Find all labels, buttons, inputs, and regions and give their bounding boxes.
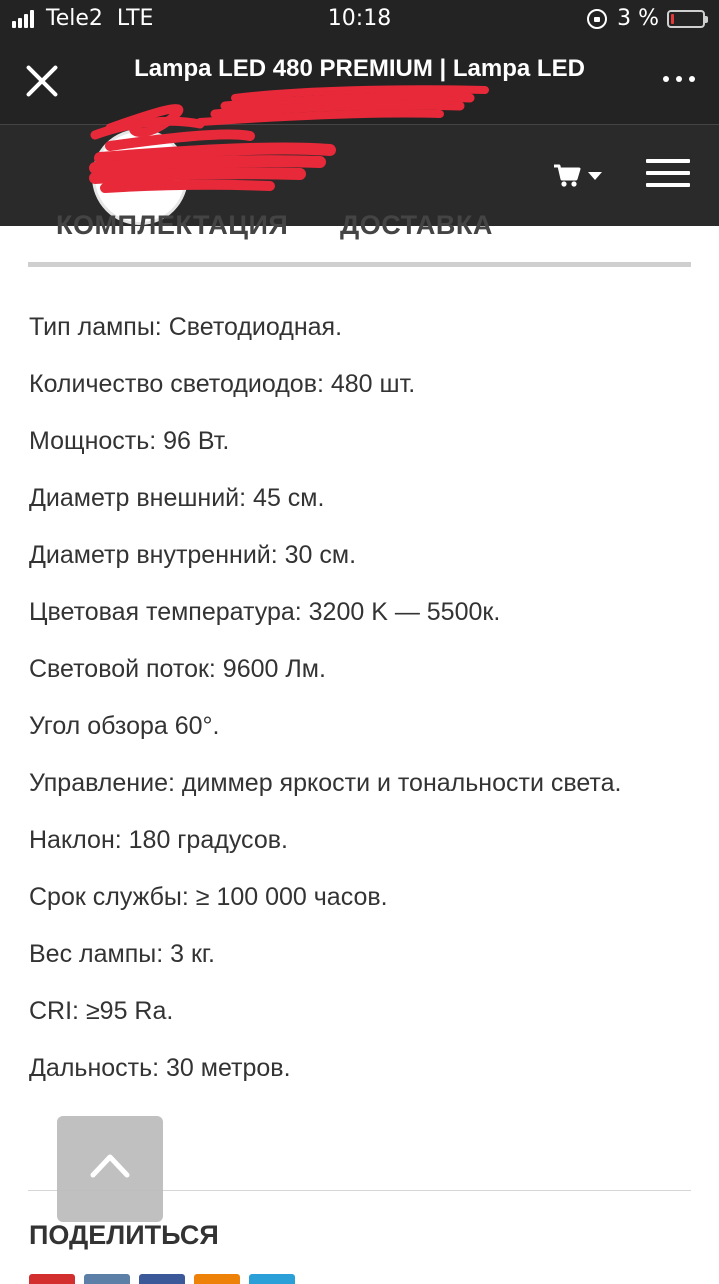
tab-equipment[interactable]: КОМПЛЕКТАЦИЯ — [56, 210, 289, 240]
scroll-to-top-button[interactable] — [57, 1116, 163, 1222]
status-time: 10:18 — [327, 6, 392, 31]
orientation-lock-icon — [587, 9, 607, 29]
hamburger-menu-button[interactable] — [646, 159, 690, 187]
spec-item: CRI: ≥95 Ra. — [29, 997, 174, 1025]
cart-button[interactable] — [553, 163, 603, 189]
page-title: Lampa LED 480 PREMIUM | Lampa LED — [134, 55, 585, 82]
spec-item: Наклон: 180 градусов. — [29, 826, 288, 854]
battery-icon — [667, 10, 705, 28]
vk-share-icon[interactable] — [84, 1274, 130, 1284]
facebook-share-icon[interactable] — [139, 1274, 185, 1284]
spec-item: Световой поток: 9600 Лм. — [29, 655, 326, 683]
spec-item: Тип лампы: Светодиодная. — [29, 313, 343, 341]
tabs-underline — [28, 262, 691, 267]
spec-item: Цветовая температура: 3200 K — 5500к. — [29, 598, 501, 626]
tabs-strip — [0, 210, 719, 266]
twitter-share-icon[interactable] — [249, 1274, 295, 1284]
spec-item: Диаметр внутренний: 30 см. — [29, 541, 357, 569]
spec-item: Количество светодиодов: 480 шт. — [29, 370, 416, 398]
status-bar — [0, 0, 719, 38]
chevron-down-icon — [587, 171, 603, 181]
battery-percent: 3 % — [617, 6, 659, 31]
more-options-button[interactable] — [663, 76, 695, 82]
spec-item: Вес лампы: 3 кг. — [29, 940, 215, 968]
spec-item: Угол обзора 60°. — [29, 712, 220, 740]
chevron-up-icon — [90, 1152, 130, 1178]
status-right — [587, 6, 705, 31]
spec-item: Мощность: 96 Вт. — [29, 427, 230, 455]
odnoklassniki-share-icon[interactable] — [194, 1274, 240, 1284]
spec-item: Диаметр внешний: 45 см. — [29, 484, 325, 512]
share-title: ПОДЕЛИТЬСЯ — [29, 1220, 219, 1250]
cart-icon — [553, 163, 581, 189]
spec-item: Дальность: 30 метров. — [29, 1054, 291, 1082]
tab-delivery[interactable]: ДОСТАВКА — [340, 210, 493, 240]
close-button[interactable] — [22, 60, 62, 100]
youtube-share-icon[interactable] — [29, 1274, 75, 1284]
browser-header — [0, 38, 719, 124]
spec-item: Срок службы: ≥ 100 000 часов. — [29, 883, 388, 911]
specs-list — [29, 308, 669, 1106]
carrier-name: Tele2 — [46, 6, 103, 31]
spec-item: Управление: диммер яркости и тональности света. — [29, 769, 622, 797]
share-buttons — [29, 1274, 295, 1284]
network-type: LTE — [116, 6, 154, 31]
